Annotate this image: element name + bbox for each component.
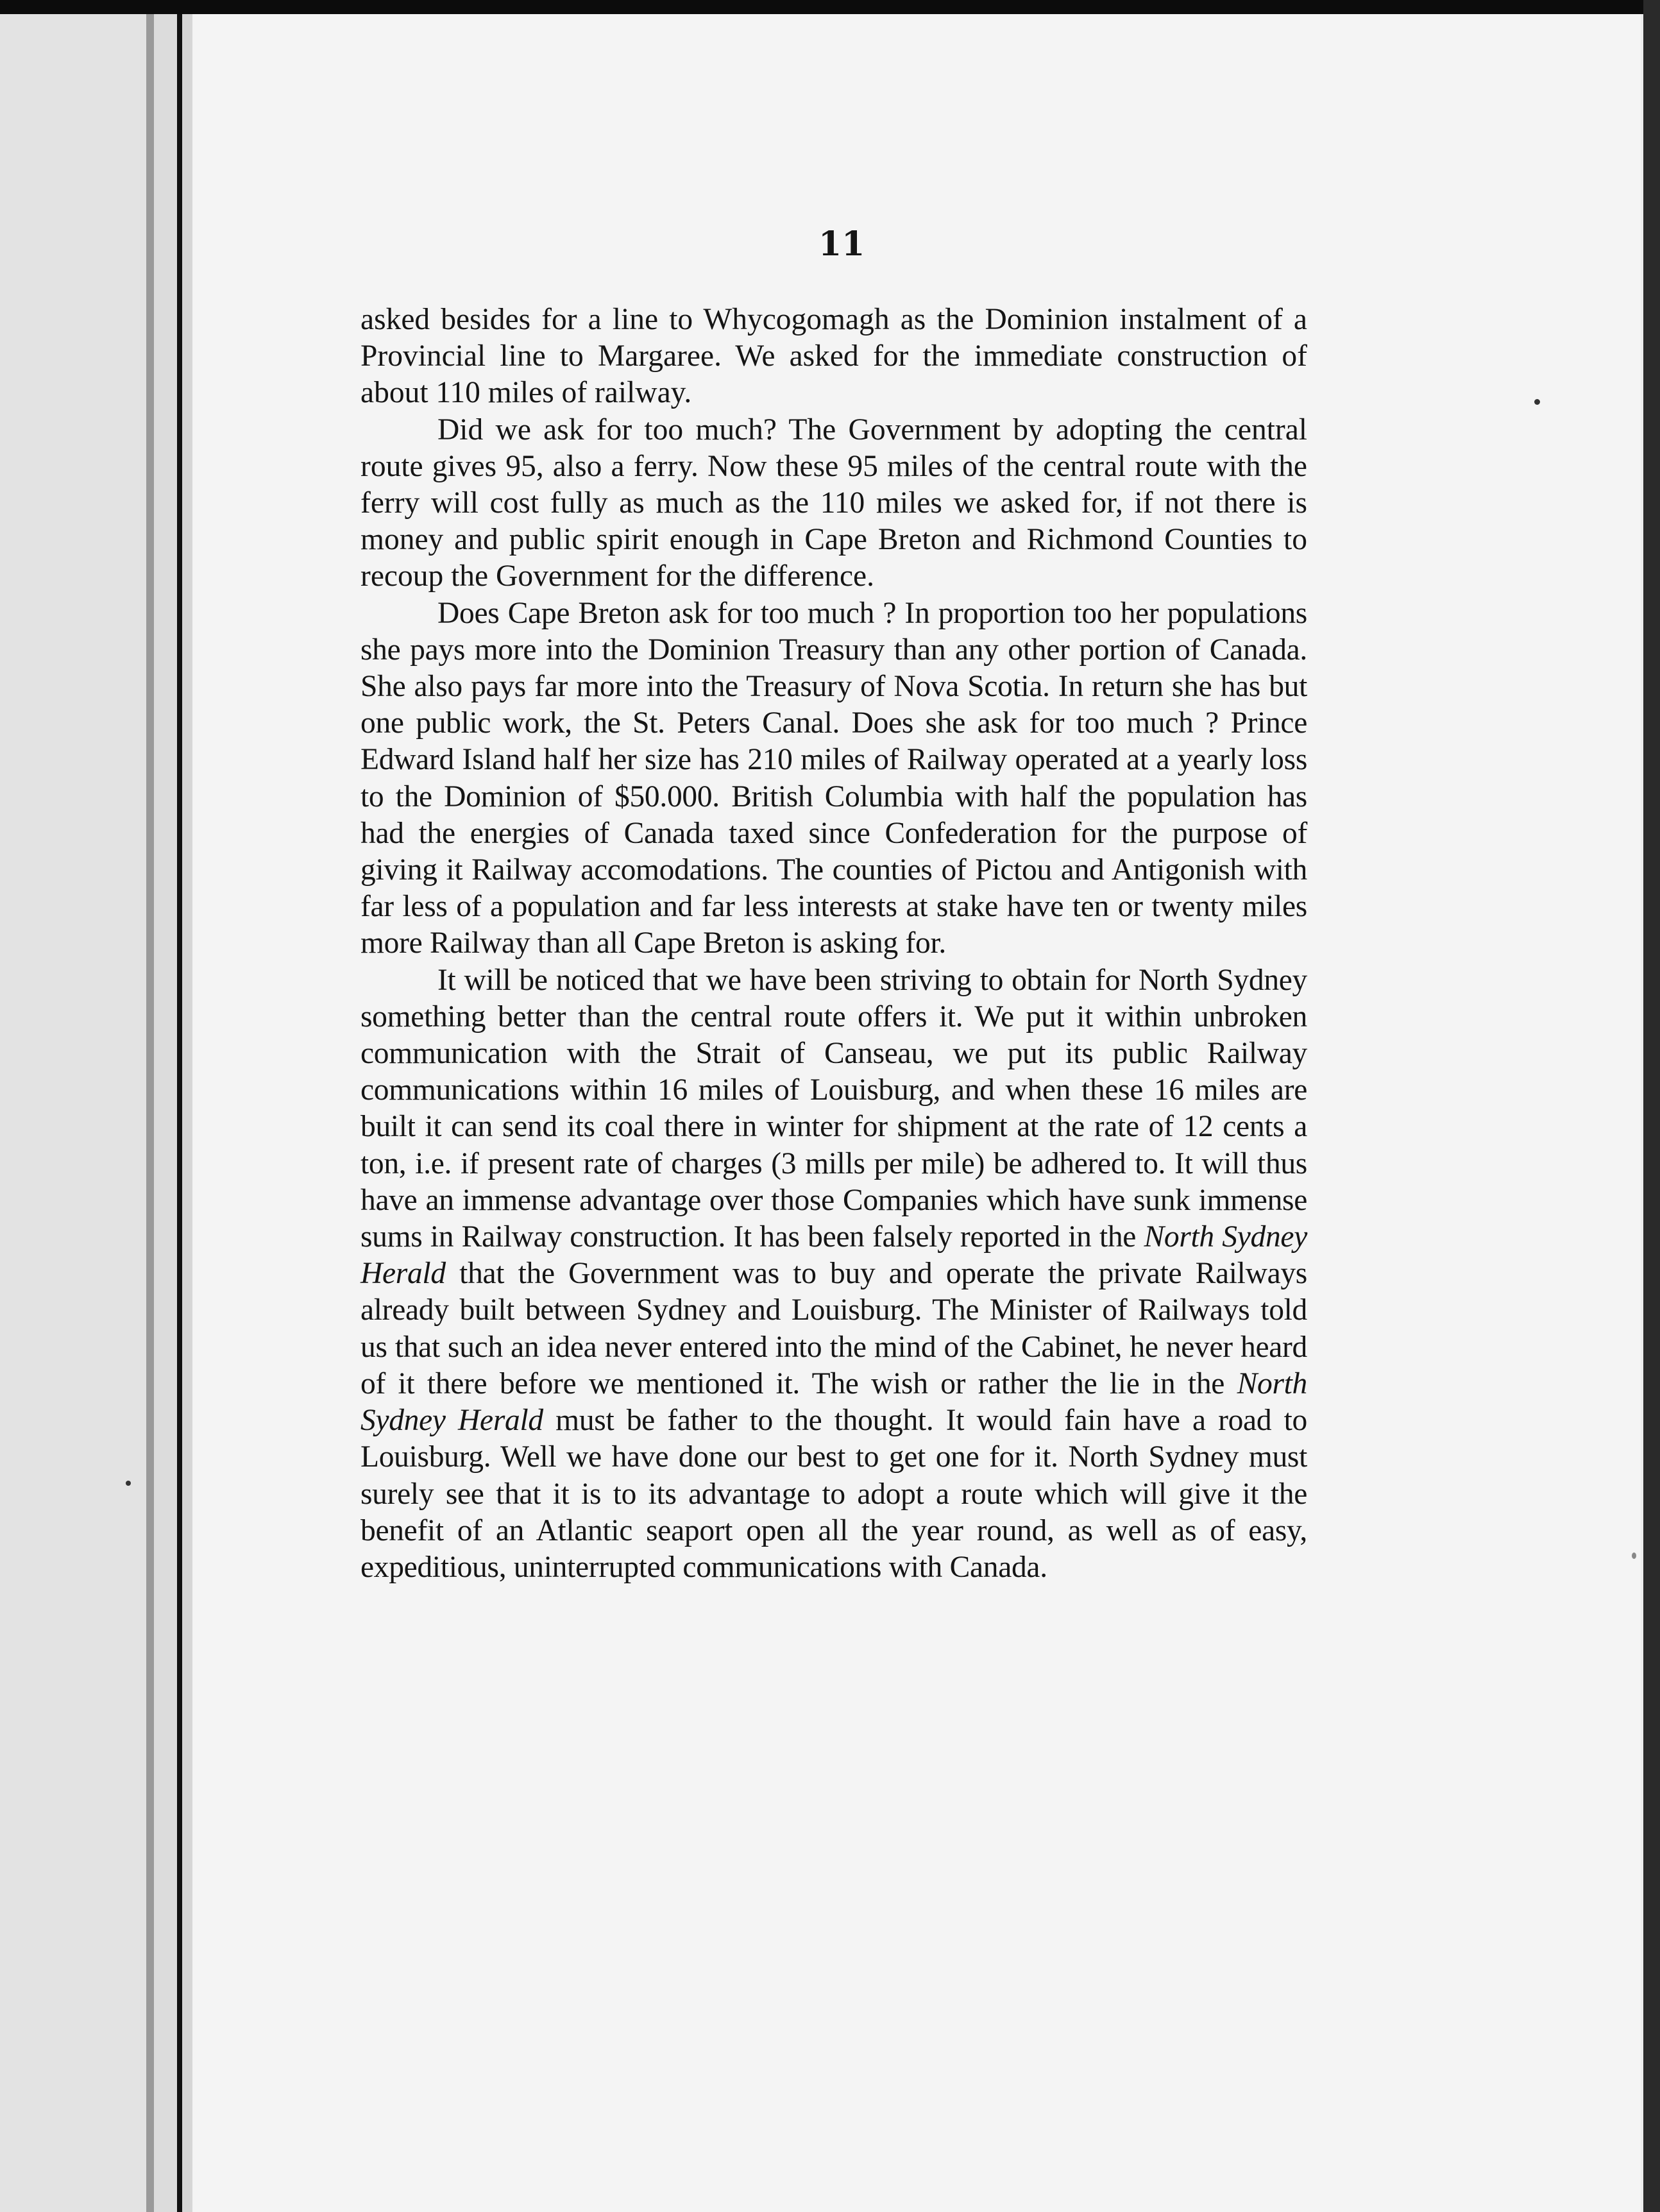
newspaper-title: North Sydney Herald [360,1366,1307,1438]
scanner-right-edge [1643,0,1660,2212]
scanner-top-edge [0,0,1660,14]
dust-speck [1632,1553,1636,1559]
text-run: that the Government was to buy and operate the private Railways already built between Sydney and Louisburg. The Minister of Railways told us that such an idea never entered into the mind of the Cabinet, he never heard of it there before we mentioned it. The wish or rather the lie in the [360,1257,1307,1400]
text-run: It will be noticed that we have been striving to obtain for North Sydney something better than the central route offers it. We put it within unbroken communication with the Strait of Canseau, we put its public Railway communications within 16 miles of Louisburg, and when these 16 miles are built it can send its coal there in winter for shipment at the rate of 12 cents a ton, i.e. if present rate of charges (3 mills per mile) be adhered to. It will thus have an immense advantage over those Companies which have sunk immense sums in Railway construction. It has been falsely reported in the [360,963,1307,1254]
dust-speck [126,1481,131,1486]
paragraph: Did we ask for too much? The Government by adopting the central route gives 95, also a ferry. Now these 95 miles of the central route with the ferry will cost fully as much as the 110 miles we asked for, if not there is money and public spirit enough in Cape Breton and Richmond Counties to recoup the Government for the difference. [360,413,1307,593]
binding-shadow [146,14,154,2212]
paragraph: Does Cape Breton ask for too much ? In proportion too her populations she pays more into the Dominion Treasury than any other portion of Canada. She also pays far more into the Treasury of Nova Scotia. In return she has but one public work, the St. Peters Canal. Does she ask for too much ? Prince Edward Island half her size has 210 miles of Railway operated at a yearly loss to the Dominion of $50.000. British Columbia with half the population has had the energies of Canada taxed since Confederation for the purpose of giving it Railway accomodations. The counties of Pictou and Antigonish with far less of a population and far less interests at stake have ten or twenty miles more Railway than all Cape Breton is asking for. [360,596,1307,960]
binding-edge-line [177,14,182,2212]
page-number: 11 [818,225,865,264]
paragraph: asked besides for a line to Whycogomagh as the Dominion instalment of a Provincial line to Margaree. We asked for the immediate construction of about 110 miles of railway. [360,303,1307,410]
text-run: must be father to the thought. It would fain have a road to Louisburg. Well we have done our best to get one for it. North Sydney must surely see that it is to its advantage to adopt a route which will give it the benefit of an Atlantic seaport open all the year round, as well as of easy, expeditious, uninterrupted communications with Canada. [360,1404,1307,1584]
paragraph [360,962,1307,1586]
dust-speck [1534,399,1540,405]
binding-strip [154,14,180,2212]
binding-strip [0,14,146,2212]
body-text [360,302,1307,1586]
newspaper-title: North Sydney Herald [360,1220,1307,1291]
